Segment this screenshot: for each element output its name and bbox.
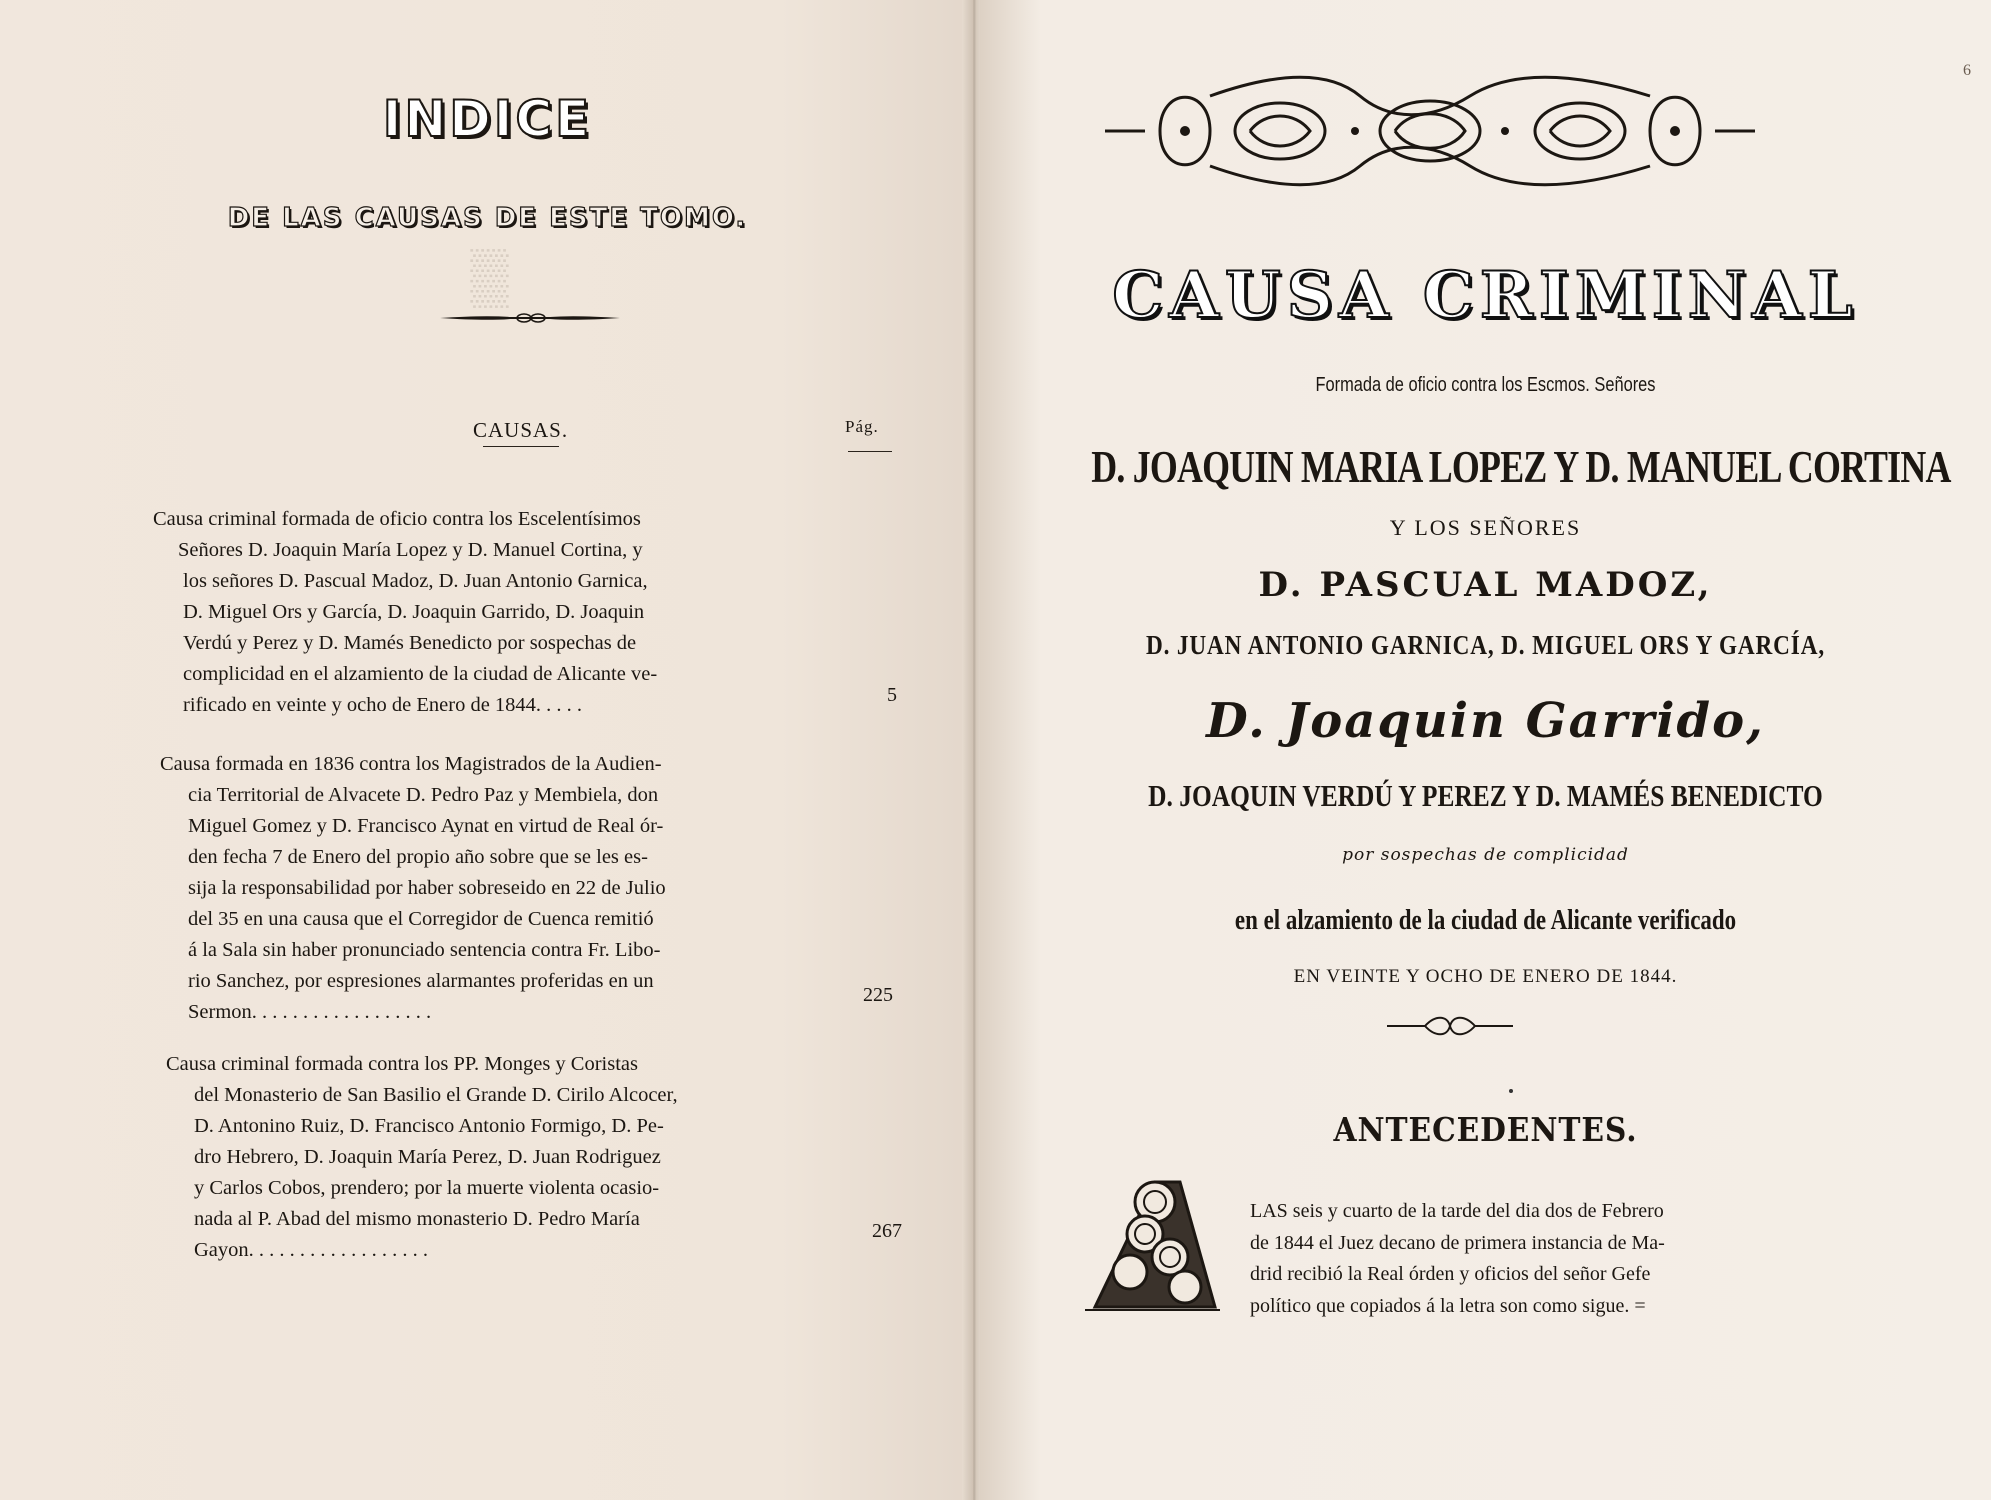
- entry-line: y Carlos Cobos, prendero; por la muerte violenta ocasio-: [194, 1177, 660, 1199]
- entry-line: Causa formada en 1836 contra los Magistrados de la Audien-: [160, 753, 662, 775]
- entry-line: los señores D. Pascual Madoz, D. Juan Antonio Garnica,: [183, 570, 648, 592]
- formada-line: Formada de oficio contra los Escmos. Señores: [1315, 374, 1656, 396]
- garnica-line: D. JUAN ANTONIO GARNICA, D. MIGUEL ORS Y GARCÍA,: [1145, 630, 1826, 660]
- ornamental-rule-icon: [440, 311, 620, 325]
- entry-line: D. Miguel Ors y García, D. Joaquin Garrido, D. Joaquin: [183, 601, 645, 623]
- index-subtitle: DE LAS CAUSAS DE ESTE TOMO.: [227, 203, 748, 233]
- y-los-senores: Y LOS SEÑORES: [1389, 515, 1582, 540]
- entry-line: Miguel Gomez y D. Francisco Aynat en virtud de Real ór-: [188, 815, 664, 837]
- paragraph-line: político que copiados á la letra son como sigue. =: [1250, 1294, 1646, 1317]
- causas-underline: [483, 446, 559, 447]
- pag-header: Pág.: [845, 417, 879, 436]
- entry-page-number: 267: [872, 1220, 902, 1242]
- decorated-initial-icon: [1085, 1172, 1220, 1312]
- entry-line: sija la responsabilidad por haber sobreseido en 22 de Julio: [188, 877, 666, 899]
- small-ornament-icon: [1385, 1013, 1515, 1039]
- fecha-line: EN VEINTE Y OCHO DE ENERO DE 1844.: [1293, 966, 1678, 987]
- ornamental-scroll-icon: [1100, 66, 1760, 196]
- verdu-line: D. JOAQUIN VERDÚ Y PEREZ Y D. MAMÉS BENEDICTO: [1148, 778, 1823, 813]
- entry-line: Gayon. . . . . . . . . . . . . . . . . .: [194, 1239, 429, 1261]
- entry-line: Sermon. . . . . . . . . . . . . . . . . .: [188, 1001, 432, 1023]
- alzamiento-line: en el alzamiento de la ciudad de Alicante verificado: [1234, 905, 1737, 936]
- pag-underline: [848, 451, 892, 452]
- entry-line: D. Antonino Ruiz, D. Francisco Antonio Formigo, D. Pe-: [194, 1115, 664, 1137]
- entry-line: Causa criminal formada contra los PP. Monges y Coristas: [166, 1053, 639, 1075]
- paragraph-line: de 1844 el Juez decano de primera instancia de Ma-: [1250, 1231, 1665, 1254]
- garrido-line: D. Joaquin Garrido,: [1206, 693, 1765, 749]
- causa-title: CAUSA CRIMINAL: [1112, 258, 1859, 333]
- entry-line: Verdú y Perez y D. Mamés Benedicto por sospechas de: [183, 632, 637, 654]
- entry-page-number: 225: [863, 984, 893, 1006]
- entry-line: Señores D. Joaquin María Lopez y D. Manuel Cortina, y: [178, 539, 643, 561]
- entry-line: Causa criminal formada de oficio contra los Escelentísimos: [153, 508, 641, 530]
- dot-ornament: [1509, 1089, 1513, 1093]
- entry-line: á la Sala sin haber pronunciado sentencia contra Fr. Libo-: [188, 939, 661, 961]
- index-entry-3: [166, 1049, 831, 1266]
- madoz-line: D. PASCUAL MADOZ,: [1258, 565, 1713, 605]
- entry-line: del Monasterio de San Basilio el Grande D. Cirilo Alcocer,: [194, 1084, 678, 1106]
- page-number: 6: [1963, 62, 1971, 79]
- entry-page-number: 5: [887, 684, 897, 706]
- sospechas-line: por sospechas de complicidad: [1342, 845, 1629, 865]
- index-title: INDICE: [382, 90, 593, 148]
- left-page: [0, 0, 975, 1500]
- index-entry-1: [153, 504, 818, 721]
- paragraph-line: drid recibió la Real órden y oficios del señor Gefe: [1250, 1263, 1651, 1285]
- right-page: [980, 0, 1991, 1500]
- defendants-line-1: D. JOAQUIN MARIA LOPEZ Y D. MANUEL CORTINA: [1091, 441, 1951, 492]
- bleed-through-text: ▒: [466, 246, 509, 306]
- entry-line: nada al P. Abad del mismo monasterio D. Pedro María: [194, 1208, 640, 1230]
- entry-line: del 35 en una causa que el Corregidor de Cuenca remitió: [188, 908, 654, 930]
- entry-line: rificado en veinte y ocho de Enero de 1844. . . . .: [183, 694, 583, 716]
- antecedentes-paragraph: [1250, 1196, 1810, 1322]
- entry-line: complicidad en el alzamiento de la ciudad de Alicante ve-: [183, 663, 658, 685]
- causas-header: CAUSAS.: [473, 418, 569, 442]
- entry-line: rio Sanchez, por espresiones alarmantes proferidas en un: [188, 970, 654, 992]
- index-entry-2: [160, 749, 825, 1028]
- antecedentes-heading: ANTECEDENTES.: [1333, 1110, 1638, 1149]
- entry-line: den fecha 7 de Enero del propio año sobre que se les es-: [188, 846, 648, 868]
- entry-line: cia Territorial de Alvacete D. Pedro Paz y Membiela, don: [188, 784, 659, 806]
- paragraph-line: LAS seis y cuarto de la tarde del dia dos de Febrero: [1250, 1200, 1664, 1222]
- entry-line: dro Hebrero, D. Joaquin María Perez, D. Juan Rodriguez: [194, 1146, 661, 1168]
